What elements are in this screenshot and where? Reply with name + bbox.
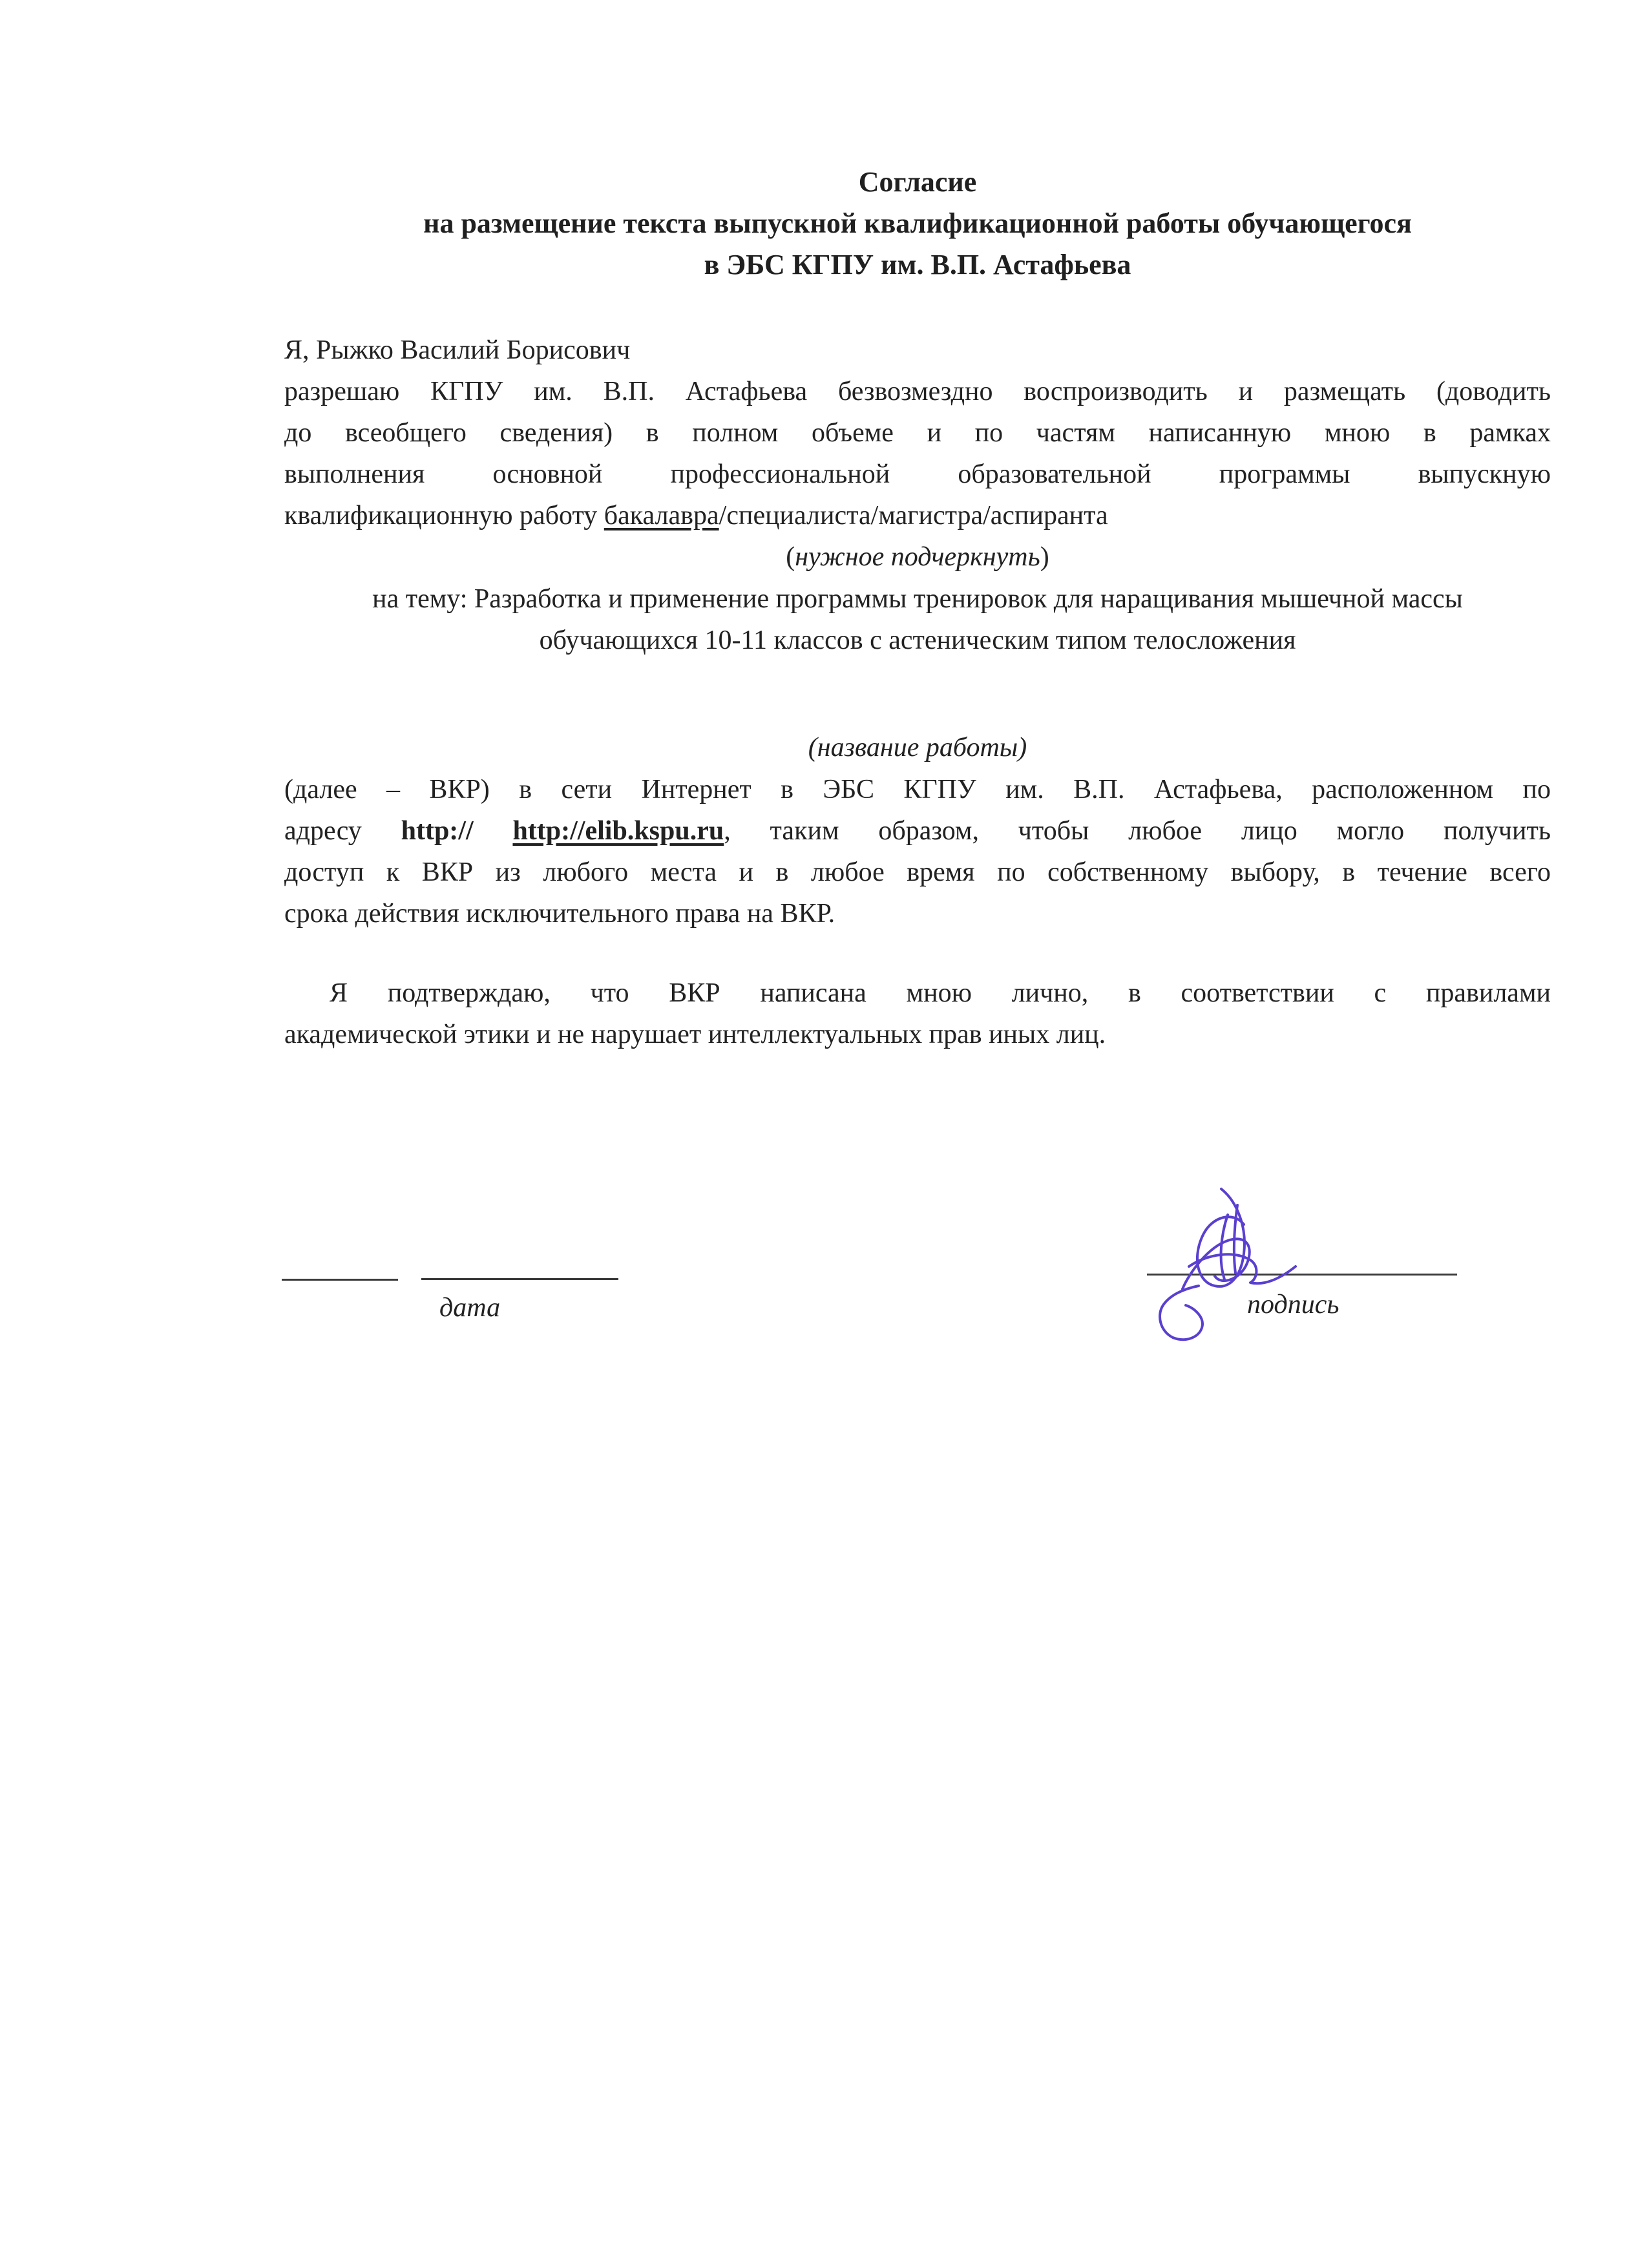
date-month-year-line [421,1278,618,1280]
selected-degree: бакалавра [604,501,719,530]
elib-link[interactable]: http://elib.kspu.ru [512,816,724,846]
details-line-1: (далее – ВКР) в сети Интернет в ЭБС КГПУ им. В.П. Астафьева, расположенном по [284,775,1551,804]
degree-line [284,495,1551,536]
confirmation-paragraph [284,972,1551,1055]
hint-text: нужное подчеркнуть [795,542,1040,572]
address-suffix: , таким образом, чтобы любое лицо могло получить [724,816,1551,846]
publication-details-paragraph [284,769,1551,934]
signature-stroke [1160,1286,1203,1339]
confirmation-line-2: академической этики и не нарушает интеллектуальных прав иных лиц. [284,1020,1106,1049]
topic-line-1: на тему: Разработка и применение программы тренировок для наращивания мышечной массы [372,584,1463,614]
degree-prefix: квалификационную работу [284,501,604,530]
topic-line-2: обучающихся 10-11 классов с астеническим типом телосложения [539,625,1296,655]
confirmation-line-1: Я подтверждаю, что ВКР написана мною лично, в соответствии с правилами [330,978,1551,1008]
degree-options: /специалиста/магистра/аспиранта [719,501,1108,530]
permission-line: до всеобщего сведения) в полном объеме и по частям написанную мною в рамках [284,418,1551,448]
date-day-line [282,1279,398,1281]
work-title-hint: (название работы) [808,733,1027,762]
details-line-4: срока действия исключительного права на ВКР. [284,899,835,929]
title-line-1: Согласие [858,166,977,198]
permission-line: выполнения основной профессиональной образовательной программы выпускную [284,459,1551,489]
permission-paragraph [284,371,1551,536]
signature-caption: подпись [1247,1290,1339,1319]
date-caption: дата [439,1293,501,1323]
permission-line: разрешаю КГПУ им. В.П. Астафьева безвозмездно воспроизводить и размещать (доводить [284,377,1551,406]
url-plain: http:// [401,816,474,846]
hint-close-paren: ) [1040,542,1049,572]
underline-hint [284,536,1551,578]
title-line-3: в ЭБС КГПУ им. В.П. Астафьева [704,249,1131,280]
signature-stroke [1221,1215,1228,1279]
document-title [284,162,1551,286]
details-line-2 [284,810,1551,852]
title-line-2: на размещение текста выпускной квалификационной работы обучающегося [423,207,1412,239]
hint-open-paren: ( [786,542,795,572]
applicant-name: Я, Рыжко Василий Борисович [284,335,631,365]
address-prefix: адресу [284,816,401,846]
details-line-3: доступ к ВКР из любого места и в любое время по собственному выбору, в течение всего [284,857,1551,887]
thesis-topic [284,578,1551,661]
